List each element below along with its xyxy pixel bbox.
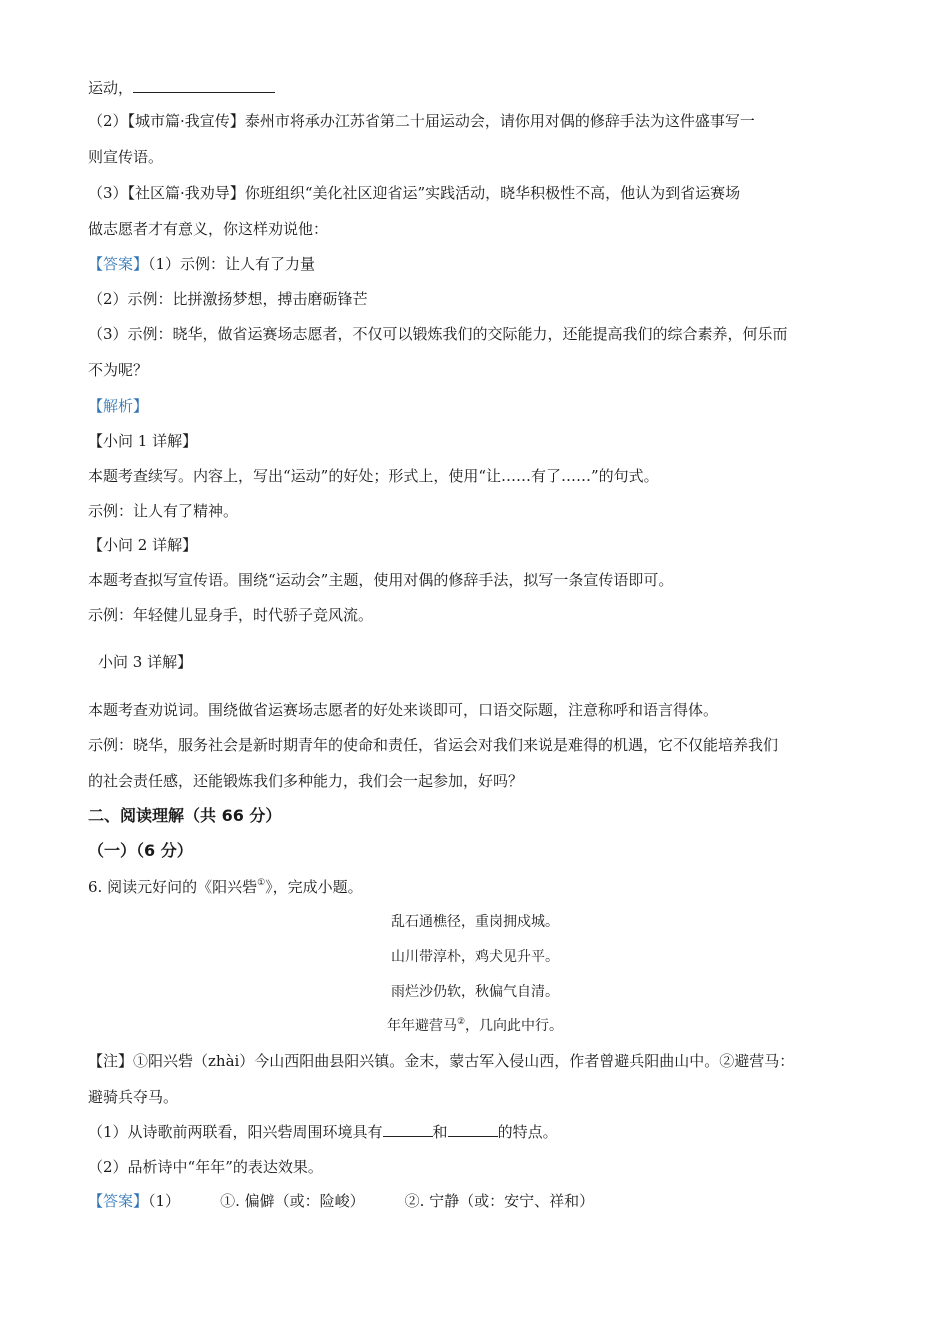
q6-question-2: （2）品析诗中“年年”的表达效果。 xyxy=(88,1158,323,1176)
answer-blank-1 xyxy=(383,1122,433,1137)
detail3-example-line1: 示例：晓华，服务社会是新时期青年的使命和责任，省运会对我们来说是难得的机遇，它不仅能培养我们 xyxy=(88,736,779,754)
q6-q1-part-a: （1）从诗歌前两联看，阳兴砦周围环境具有 xyxy=(88,1123,383,1141)
q5-sub2-line1: （2）【城市篇·我宣传】泰州市将承办江苏省第二十届运动会，请你用对偶的修辞手法为这件盛事写一 xyxy=(88,112,755,130)
detail1-text: 本题考查续写。内容上，写出“运动”的好处；形式上，使用“让……有了……”的句式。 xyxy=(88,467,659,485)
detail2-title: 【小问 2 详解】 xyxy=(88,536,198,554)
q6-answer-point2: ②. 宁静（或：安宁、祥和） xyxy=(404,1192,595,1210)
q6-answer-tag: 【答案】 xyxy=(88,1192,149,1210)
q5-sub2-line2: 则宣传语。 xyxy=(88,148,164,166)
poem-line-1: 乱石通樵径，重岗拥戍城。 xyxy=(391,914,559,930)
detail1-example: 示例：让人有了精神。 xyxy=(88,502,239,520)
detail2-example: 示例：年轻健儿显身手，时代骄子竞风流。 xyxy=(88,606,374,624)
q6-stem xyxy=(88,877,363,897)
analysis-tag: 【解析】 xyxy=(88,397,149,415)
q6-q1-part-b: 和 xyxy=(432,1123,448,1141)
poem-line-4-b: ，几向此中行。 xyxy=(465,1018,564,1034)
section2-part1: （一）（6 分） xyxy=(88,841,193,860)
q6-stem-a: 6. 阅读元好问的《阳兴砦 xyxy=(88,878,258,896)
section2-title: 二、阅读理解（共 66 分） xyxy=(88,806,282,825)
q5-answer-3-line1: （3）示例：晓华，做省运赛场志愿者，不仅可以锻炼我们的交际能力，还能提高我们的综合素养，何乐而 xyxy=(88,325,788,343)
answer-blank xyxy=(133,78,275,93)
q6-answer-point1: ①. 偏僻（或：险峻） xyxy=(220,1192,365,1210)
answer-blank-2 xyxy=(448,1122,498,1137)
detail3-title: 小问 3 详解】 xyxy=(98,653,193,671)
poem-line-3: 雨烂沙仍软，秋偏气自清。 xyxy=(391,984,559,1000)
poem-line-2: 山川带淳朴，鸡犬见升平。 xyxy=(391,949,559,965)
detail1-title: 【小问 1 详解】 xyxy=(88,432,198,450)
detail2-text: 本题考查拟写宣传语。围绕“运动会”主题，使用对偶的修辞手法，拟写一条宣传语即可。 xyxy=(88,571,674,589)
answer-1: （1）示例：让人有了力量 xyxy=(148,255,316,273)
q5-sub3-line1: （3）【社区篇·我劝导】你班组织“美化社区迎省运”实践活动，晓华积极性不高，他认为到省运赛场 xyxy=(88,184,741,202)
answer-tag: 【答案】 xyxy=(88,255,149,273)
continuation-text: 运动， xyxy=(88,79,134,97)
poem-line-4-a: 年年避营马 xyxy=(386,1018,457,1034)
q6-question-1 xyxy=(88,1122,558,1142)
footnote-1-mark: ① xyxy=(257,878,266,888)
poem-line-4 xyxy=(0,1016,950,1036)
detail3-example-line2: 的社会责任感，还能锻炼我们多种能力，我们会一起参加，好吗？ xyxy=(88,772,524,790)
continuation-line xyxy=(88,78,275,98)
q6-answer-num: （1） xyxy=(148,1192,181,1210)
q5-answer-3-line2: 不为呢？ xyxy=(88,361,149,379)
q5-sub3-line2: 做志愿者才有意义，你这样劝说他： xyxy=(88,220,329,238)
detail3-text: 本题考查劝说词。围绕做省运赛场志愿者的好处来谈即可，口语交际题，注意称呼和语言得体。 xyxy=(88,701,719,719)
q5-answer-line1 xyxy=(88,254,315,274)
note-line1: 【注】①阳兴砦（zhài）今山西阳曲县阳兴镇。金末，蒙古军入侵山西，作者曾避兵阳曲山中。②避营马： xyxy=(88,1052,795,1070)
footnote-2-mark: ② xyxy=(456,1017,466,1027)
note-line2: 避骑兵夺马。 xyxy=(88,1088,179,1106)
q6-q1-part-c: 的特点。 xyxy=(497,1123,558,1141)
q6-stem-b: 》，完成小题。 xyxy=(265,878,363,896)
q5-answer-2: （2）示例：比拼激扬梦想，搏击磨砺锋芒 xyxy=(88,290,368,308)
q6-answer-line xyxy=(88,1191,594,1211)
